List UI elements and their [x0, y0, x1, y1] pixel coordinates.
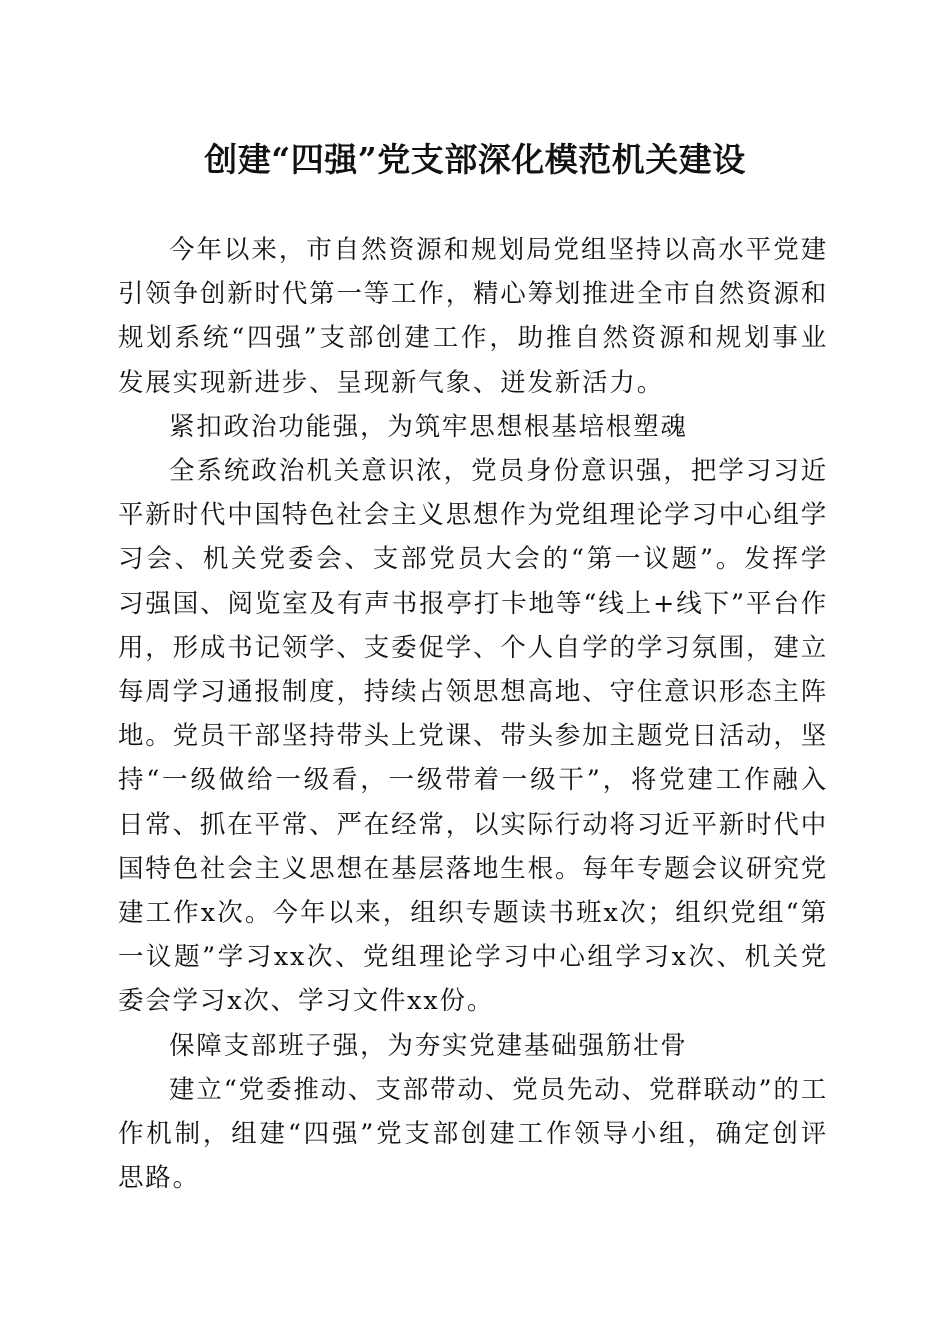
section-heading-political: 紧扣政治功能强，为筑牢思想根基培根塑魂	[169, 411, 688, 442]
document-title: 创建“四强”党支部深化模范机关建设	[204, 140, 746, 179]
section-heading-team: 保障支部班子强，为夯实党建基础强筋壮骨	[169, 1030, 688, 1061]
paragraph-team: 建立“党委推动、支部带动、党员先动、党群联动”的工作机制，组建“四强”党支部创建工作领导小组，确定创评思路。	[118, 1074, 828, 1194]
document-body	[118, 228, 828, 1200]
paragraph-political: 全系统政治机关意识浓，党员身份意识强，把学习习近平新时代中国特色社会主义思想作为党组理论学习中心组学习会、机关党委会、支部党员大会的“第一议题”。发挥学习强国、阅览室及有声书报亭打卡地等“线上+线下”平台作用，形成书记领学、支委促学、个人自学的学习氛围，建立每周学习通报制度，持续占领思想高地、守住意识形态主阵地。党员干部坚持带头上党课、带头参加主题党日活动，坚持“一级做给一级看，一级带着一级干”，将党建工作融入日常、抓在平常、严在经常，以实际行动将习近平新时代中国特色社会主义思想在基层落地生根。每年专题会议研究党建工作x次。今年以来，组织专题读书班x次；组织党组“第一议题”学习xx次、党组理论学习中心组学习x次、机关党委会学习x次、学习文件xx份。	[118, 456, 828, 1017]
paragraph-intro: 今年以来，市自然资源和规划局党组坚持以高水平党建引领争创新时代第一等工作，精心筹划推进全市自然资源和规划系统“四强”支部创建工作，助推自然资源和规划事业发展实现新进步、呈现新气象、迸发新活力。	[118, 235, 828, 398]
